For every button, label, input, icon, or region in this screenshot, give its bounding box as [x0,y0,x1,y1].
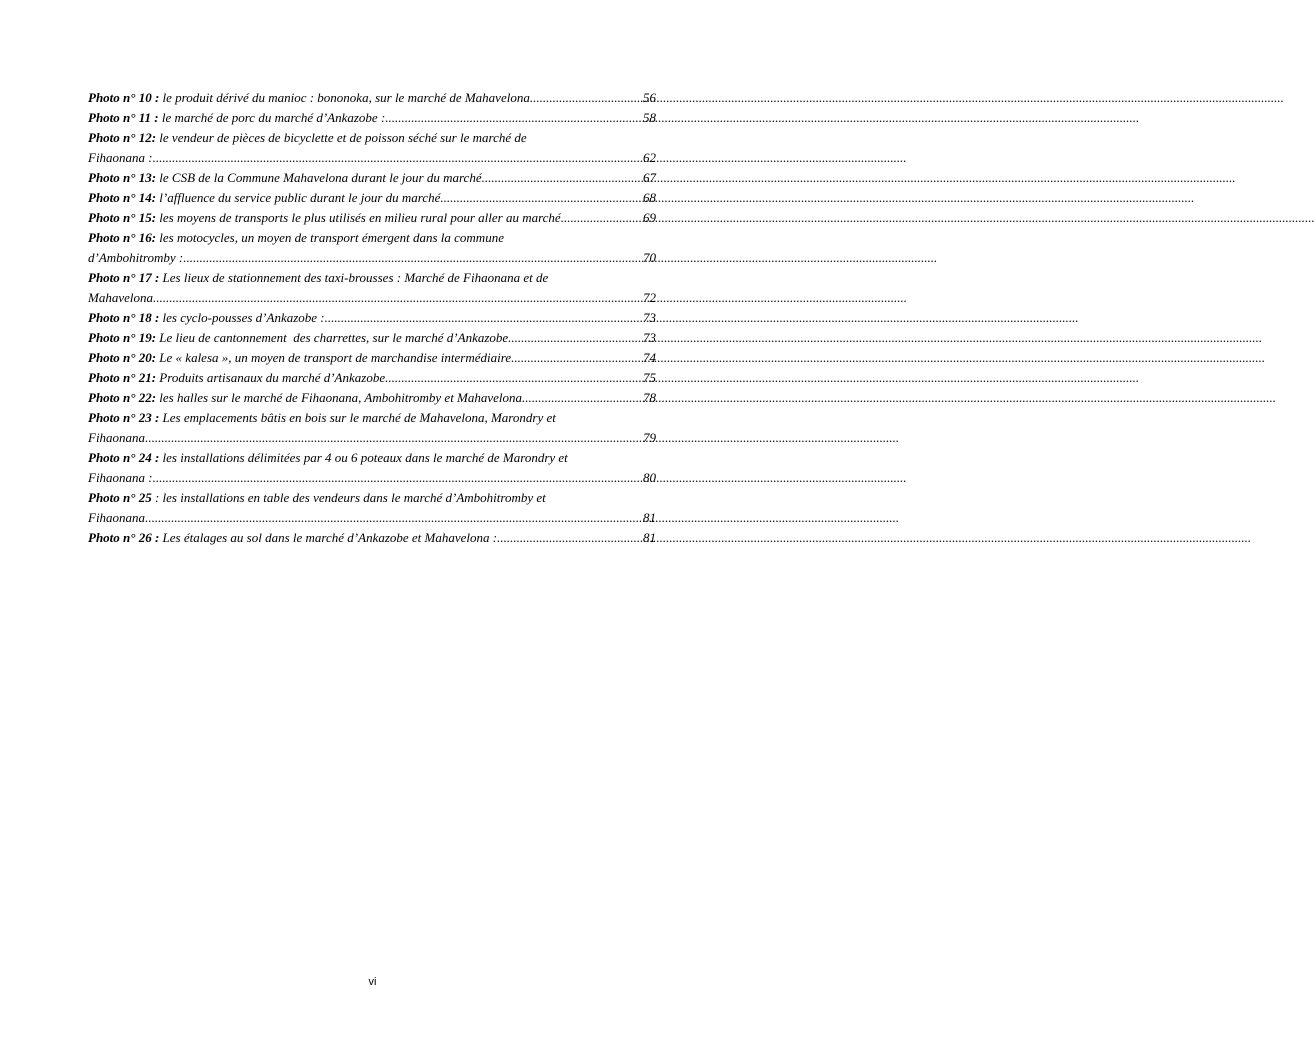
dot-leader [508,328,643,348]
photo-caption-continued: Mahavelona [88,290,153,305]
photo-caption: Le lieu de cantonnement des charrettes, sur le marché d’Ankazobe [156,330,509,345]
photo-label: Photo n° 10 : [88,90,160,105]
dot-leader [153,288,643,308]
photo-caption: Les emplacements bâtis en bois sur le marché de Mahavelona, Marondry et [159,410,556,425]
dot-leader [145,428,643,448]
dot-leader [522,388,643,408]
photo-label: Photo n° 25 [88,490,152,505]
photo-caption: Le « kalesa », un moyen de transport de marchandise intermédiaire [156,350,512,365]
toc-entry-line [88,388,656,408]
dot-leader [153,148,643,168]
dot-leader [511,348,643,368]
page-ref: 73 [643,330,656,345]
photo-label: Photo n° 19: [88,330,157,345]
dot-leader [530,88,643,108]
page-ref: 80 [643,470,656,485]
dot-leader [497,528,643,548]
toc-entry[interactable] [88,328,656,348]
toc-entry[interactable] [88,388,656,408]
toc-entry-line [88,308,656,328]
photo-caption: le produit dérivé du manioc : bononoka, sur le marché de Mahavelona [159,90,530,105]
toc-entry[interactable] [88,188,656,208]
page-ref: 73 [643,310,656,325]
photo-label: Photo n° 13: [88,170,157,185]
photo-caption: les installations délimitées par 4 ou 6 poteaux dans le marché de Marondry et [159,450,568,465]
toc-entry-line [88,328,656,348]
toc-entry[interactable] [88,228,656,268]
toc-entry-line [88,188,656,208]
toc-entry[interactable] [88,488,656,528]
photo-caption: Les étalages au sol dans le marché d’Ankazobe et Mahavelona : [159,530,498,545]
page-ref: 70 [643,250,656,265]
toc-entry-line [88,128,656,148]
page-ref: 62 [643,150,656,165]
toc-entry-line [88,448,656,468]
toc-entry[interactable] [88,88,656,108]
page-ref: 69 [643,210,656,225]
photo-label: Photo n° 12: [88,130,157,145]
page-ref: 78 [643,390,656,405]
photo-caption: Produits artisanaux du marché d’Ankazobe [156,370,386,385]
photo-caption-continued: Fihaonana [88,430,146,445]
page-ref: 79 [643,430,656,445]
toc-entry-line [88,288,656,308]
toc-entry-line [88,108,656,128]
page-ref: 56 [643,90,656,105]
photo-caption-continued: Fihaonana : [88,150,153,165]
toc-entry[interactable] [88,448,656,488]
toc-entry-line [88,408,656,428]
toc-entry-line [88,208,656,228]
toc-entry-line [88,228,656,248]
photo-label: Photo n° 26 : [88,530,160,545]
page-ref: 72 [643,290,656,305]
photo-label: Photo n° 20: [88,350,157,365]
photo-label: Photo n° 11 : [88,110,159,125]
toc-entry-line [88,468,656,488]
dot-leader [145,508,643,528]
photo-caption-continued: Fihaonana [88,510,146,525]
toc-entry-line [88,168,656,188]
photo-label: Photo n° 21: [88,370,157,385]
dot-leader [440,188,643,208]
page-ref: 81 [643,530,656,545]
toc-entry-line [88,508,656,528]
photo-label: Photo n° 14: [88,190,157,205]
toc-entry[interactable] [88,368,656,388]
toc-entry[interactable] [88,168,656,188]
photo-caption: l’affluence du service public durant le jour du marché [156,190,441,205]
photo-caption-continued: d’Ambohitromby : [88,250,184,265]
toc-entry[interactable] [88,208,656,228]
photo-label: Photo n° 24 : [88,450,160,465]
toc-entry-line [88,268,656,288]
dot-leader [385,108,643,128]
page-ref: 74 [643,350,656,365]
photo-caption: les cyclo-pousses d’Ankazobe : [159,310,325,325]
photo-label: Photo n° 15: [88,210,157,225]
photo-label: Photo n° 22: [88,390,157,405]
toc-entry[interactable] [88,268,656,308]
dot-leader [561,208,643,228]
photo-caption: les motocycles, un moyen de transport émergent dans la commune [156,230,504,245]
toc-entry[interactable] [88,308,656,328]
dot-leader [385,368,643,388]
toc-entry[interactable] [88,108,656,128]
photo-caption: les moyens de transports le plus utilisés en milieu rural pour aller au marché [156,210,561,225]
page-ref: 81 [643,510,656,525]
list-of-photos [88,88,656,548]
toc-entry-line [88,88,656,108]
photo-caption: le CSB de la Commune Mahavelona durant le jour du marché [156,170,482,185]
photo-label: Photo n° 23 : [88,410,160,425]
photo-caption: les halles sur le marché de Fihaonana, Ambohitromby et Mahavelona [156,390,523,405]
page-number: vi [368,976,377,988]
dot-leader [153,468,643,488]
toc-entry-line [88,148,656,168]
photo-caption: : les installations en table des vendeurs dans le marché d’Ambohitromby et [151,490,546,505]
toc-entry-line [88,528,656,548]
toc-entry-line [88,348,656,368]
photo-caption: le marché de porc du marché d’Ankazobe : [158,110,386,125]
toc-entry-line [88,248,656,268]
toc-entry[interactable] [88,348,656,368]
page-ref: 68 [643,190,656,205]
photo-caption: le vendeur de pièces de bicyclette et de poisson séché sur le marché de [156,130,527,145]
toc-entry[interactable] [88,408,656,448]
photo-label: Photo n° 18 : [88,310,160,325]
page-ref: 67 [643,170,656,185]
toc-entry-line [88,488,656,508]
dot-leader [325,308,643,328]
dot-leader [482,168,643,188]
toc-entry-line [88,368,656,388]
dot-leader [183,248,643,268]
page-ref: 75 [643,370,656,385]
toc-entry-line [88,428,656,448]
toc-entry[interactable] [88,128,656,168]
photo-label: Photo n° 17 : [88,270,160,285]
photo-caption-continued: Fihaonana : [88,470,153,485]
toc-entry[interactable] [88,528,656,548]
page-ref: 58 [643,110,656,125]
photo-caption: Les lieux de stationnement des taxi-brousses : Marché de Fihaonana et de [159,270,549,285]
photo-label: Photo n° 16: [88,230,157,245]
